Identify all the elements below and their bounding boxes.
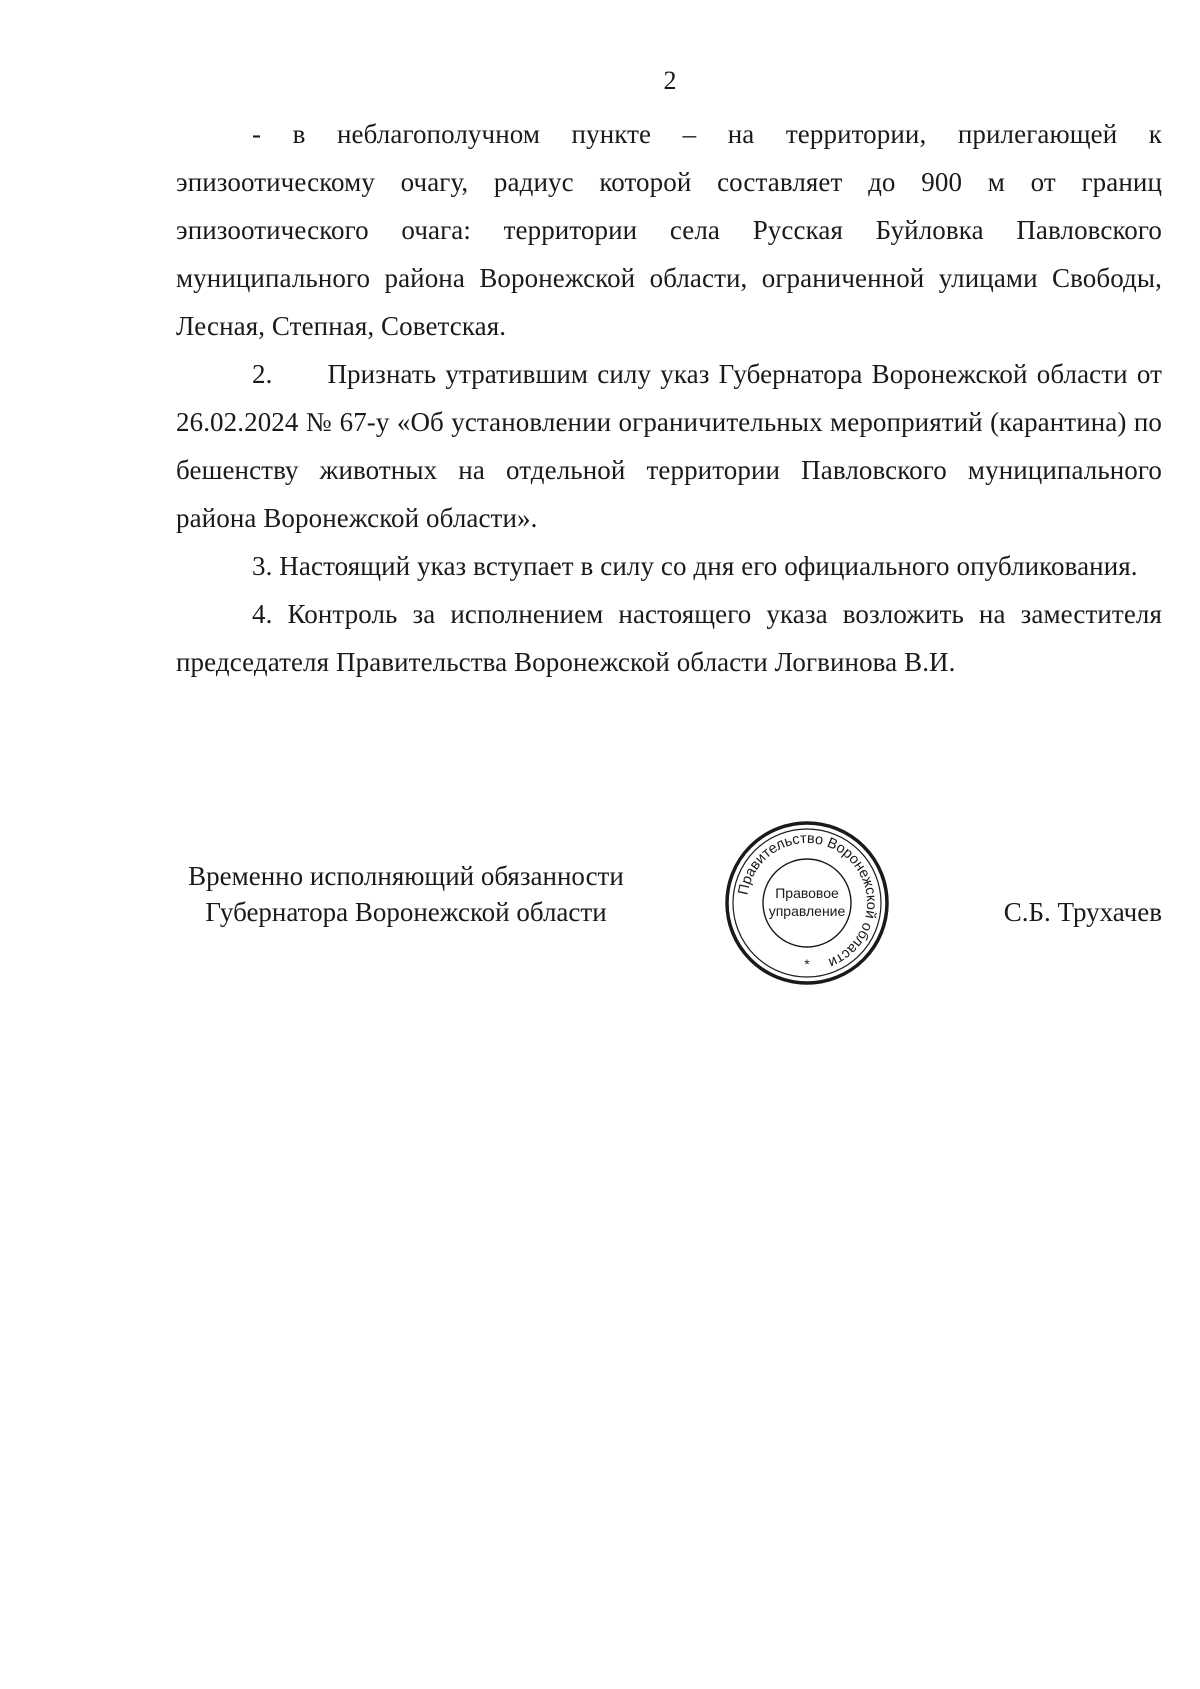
seal-star-icon: *: [804, 956, 810, 972]
paragraph-4-control: 4. Контроль за исполнением настоящего указа возложить на заместителя председателя Правительства Воронежской области Логвинова В.И.: [176, 599, 1162, 677]
seal-center-line-2: управление: [768, 903, 846, 919]
signatory-title-line-1: Временно исполняющий обязанности: [188, 861, 624, 891]
document-body: [176, 110, 1162, 686]
paragraph-3-effect: 3. Настоящий указ вступает в силу со дня его официального опубликования.: [252, 551, 1138, 581]
seal-center-line-1: Правовое: [775, 885, 839, 901]
seal-ring-text: Правительство Воронежской области: [735, 830, 880, 971]
signatory-name: С.Б. Трухачев: [1003, 897, 1162, 927]
paragraph-2-repeal: 2. Признать утратившим силу указ Губернатора Воронежской области от 26.02.2024 № 67-у «Об установлении ограничительных мероприятий (карантина) по бешенству животных на отдельной территории Павловского муниципального района Воронежской области».: [176, 359, 1162, 533]
seal-stamp: [722, 818, 892, 988]
signature-block: [176, 830, 1162, 998]
paragraph-territory: - в неблагополучном пункте – на территории, прилегающей к эпизоотическому очагу, радиус которой составляет до 900 м от границ эпизоотического очага: территории села Русская Буйловка Павловского муниципального района Воронежской области, ограниченной улицами Свободы, Лесная, Степная, Советская.: [176, 119, 1162, 341]
page-number: 2: [663, 66, 677, 95]
signatory-title: [176, 858, 636, 930]
signatory-title-line-2: Губернатора Воронежской области: [205, 897, 607, 927]
